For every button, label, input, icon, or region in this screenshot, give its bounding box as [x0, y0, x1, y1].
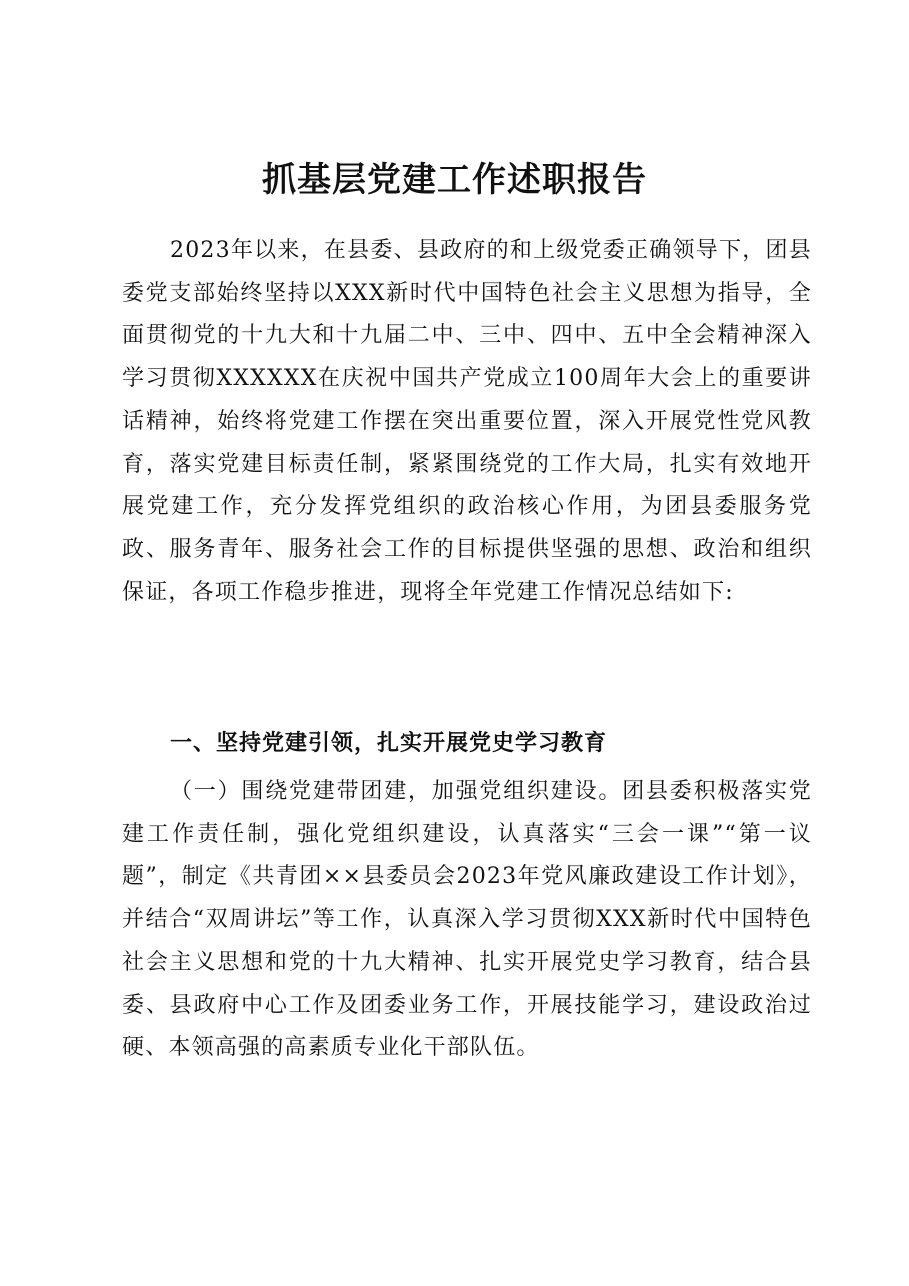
subsection-paragraph-1: （一）围绕党建带团建，加强党组织建设。团县委积极落实党建工作责任制，强化党组织建设，认真落实“三会一课”“第一议题”，制定《共青团××县委员会2023年党风廉政建设工作计划》，并结合“双周讲坛”等工作，认真深入学习贯彻XXX新时代中国特色社会主义思想和党的十九大精神、扎实开展党史学习教育，结合县委、县政府中心工作及团委业务工作，开展技能学习，建设政治过硬、本领高强的高素质专业化干部队伍。: [122, 779, 812, 1061]
intro-paragraph: 2023年以来，在县委、县政府的和上级党委正确领导下，团县委党支部始终坚持以XXX新时代中国特色社会主义思想为指导，全面贯彻党的十九大和十九届二中、三中、四中、五中全会精神深入学习贯彻XXXXXX在庆祝中国共产党成立100周年大会上的重要讲话精神，始终将党建工作摆在突出重要位置，深入开展党性党风教育，落实党建目标责任制，紧紧围绕党的工作大局，扎实有效地开展党建工作，充分发挥党组织的政治核心作用，为团县委服务党政、服务青年、服务社会工作的目标提供坚强的思想、政治和组织保证，各项工作稳步推进，现将全年党建工作情况总结如下:: [122, 238, 812, 605]
section-heading-1: 一、坚持党建引领，扎实开展党史学习教育: [170, 731, 608, 756]
document-title: 抓基层党建工作述职报告: [262, 160, 647, 200]
